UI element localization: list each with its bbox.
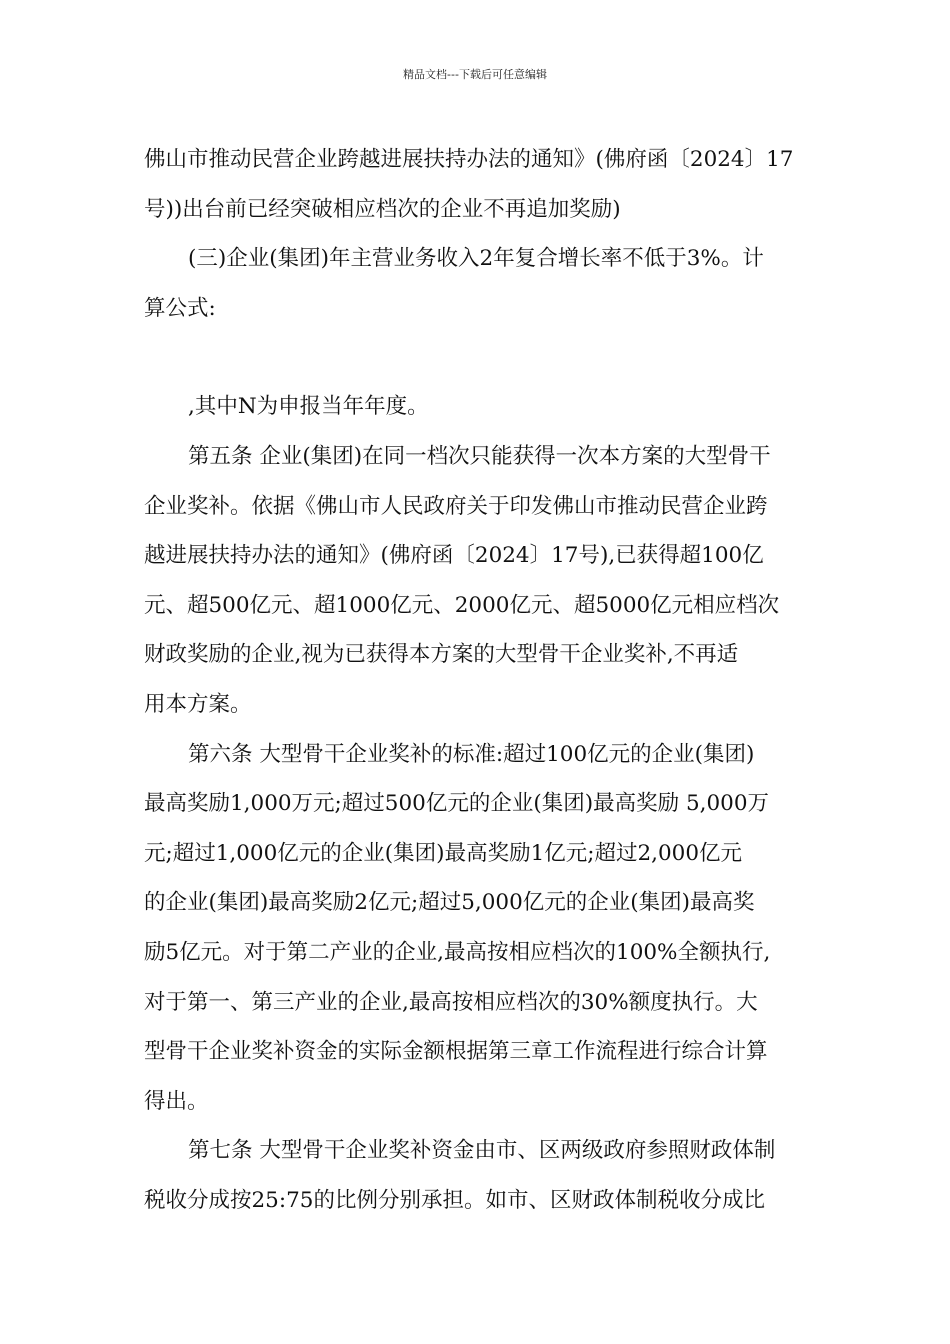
text-line: 第六条 大型骨干企业奖补的标准:超过100亿元的企业(集团) — [188, 741, 755, 767]
article-6-paragraph — [144, 730, 812, 1127]
text-line: 佛山市推动民营企业跨越进展扶持办法的通知》(佛府函〔2024〕17 — [144, 147, 794, 172]
text-line: 算公式: — [144, 295, 216, 321]
paragraph — [144, 234, 812, 333]
text-line: 得出。 — [144, 1088, 209, 1114]
text-line: 用本方案。 — [144, 691, 252, 717]
text-line: ,其中N为申报当年年度。 — [188, 394, 429, 420]
text-line: 企业奖补。依据《佛山市人民政府关于印发佛山市推动民营企业跨 — [144, 493, 768, 519]
text-line: 对于第一、第三产业的企业,最高按相应档次的30%额度执行。大 — [144, 989, 758, 1015]
paragraph — [144, 382, 812, 432]
text-line: 型骨干企业奖补资金的实际金额根据第三章工作流程进行综合计算 — [144, 1039, 768, 1065]
article-5-paragraph — [144, 432, 812, 730]
paragraph — [144, 135, 812, 234]
text-line: 财政奖励的企业,视为已获得本方案的大型骨干企业奖补,不再适 — [144, 642, 739, 668]
text-line: 励5亿元。对于第二产业的企业,最高按相应档次的100%全额执行, — [144, 939, 771, 965]
text-line: 税收分成按25:75的比例分别承担。如市、区财政体制税收分成比 — [144, 1187, 765, 1213]
text-line: 元、超500亿元、超1000亿元、2000亿元、超5000亿元相应档次 — [144, 592, 780, 618]
text-line: 号))出台前已经突破相应档次的企业不再追加奖励) — [144, 196, 621, 222]
article-7-paragraph — [144, 1126, 812, 1225]
text-line: 越进展扶持办法的通知》(佛府函〔2024〕17号),已获得超100亿 — [144, 543, 764, 569]
text-line: 的企业(集团)最高奖励2亿元;超过5,000亿元的企业(集团)最高奖 — [144, 890, 755, 916]
text-line: 元;超过1,000亿元的企业(集团)最高奖励1亿元;超过2,000亿元 — [144, 840, 743, 866]
text-line: 最高奖励1,000万元;超过500亿元的企业(集团)最高奖励 5,000万 — [144, 791, 769, 817]
page-header: 精品文档---下载后可任意编辑 — [403, 68, 547, 81]
text-line: (三)企业(集团)年主营业务收入2年复合增长率不低于3%。计 — [188, 246, 764, 272]
document-body — [144, 135, 812, 1225]
text-line: 第七条 大型骨干企业奖补资金由市、区两级政府参照财政体制 — [188, 1138, 776, 1164]
text-line: 第五条 企业(集团)在同一档次只能获得一次本方案的大型骨干 — [188, 443, 771, 469]
formula-placeholder — [144, 333, 812, 382]
